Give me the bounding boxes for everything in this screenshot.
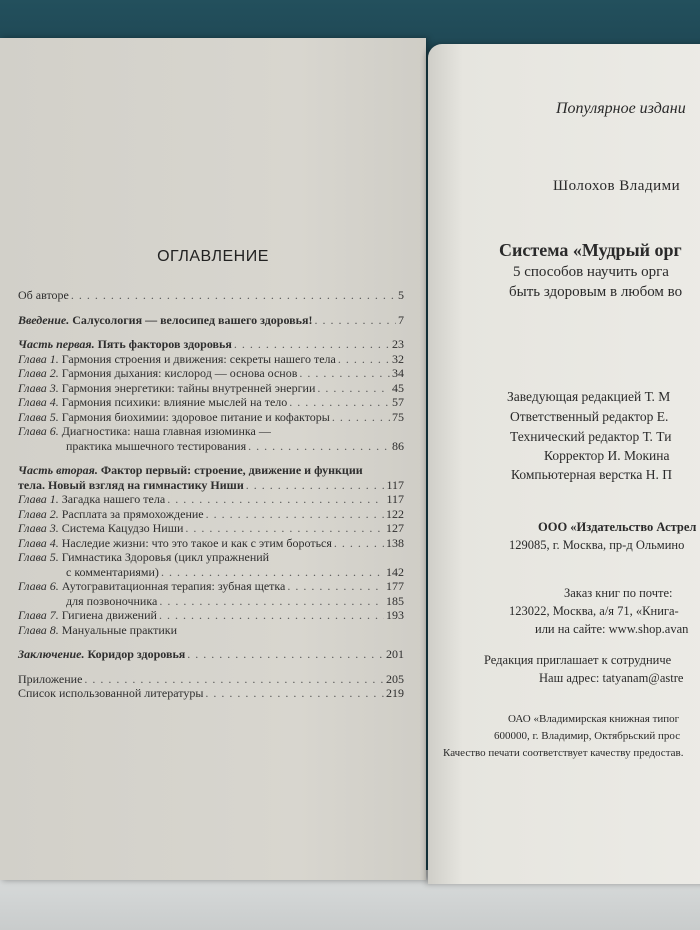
- toc-gap: [18, 327, 404, 337]
- toc-leader-dots: [248, 439, 390, 454]
- toc-page-number: 75: [392, 409, 404, 424]
- toc-entry: [18, 439, 404, 454]
- toc-leader-dots: [206, 507, 384, 522]
- toc-chapter-number: Глава 3.: [18, 521, 59, 535]
- toc-entry-title: Гигиена движений: [61, 608, 157, 622]
- toc-entry: [18, 550, 404, 565]
- book-title: Система «Мудрый орг: [499, 240, 682, 260]
- toc-leader-dots: [161, 565, 384, 580]
- toc-leader-dots: [187, 647, 384, 662]
- toc-part-label: Заключение.: [18, 647, 85, 661]
- toc-leader-dots: [317, 381, 390, 396]
- toc-page-number: 193: [386, 608, 404, 622]
- toc-entry: [18, 492, 404, 507]
- toc-leader-dots: [246, 478, 385, 493]
- toc-chapter-number: Глава 8.: [18, 622, 59, 637]
- credit-line: Заведующая редакцией Т. М: [507, 389, 671, 404]
- toc-gap: [18, 303, 404, 313]
- toc-page-number: 117: [386, 492, 404, 506]
- toc-chapter-number: Глава 4.: [18, 395, 59, 409]
- credit-line: Корректор И. Мокина: [544, 448, 670, 463]
- toc-entry: [18, 478, 404, 493]
- toc-entry: [18, 395, 404, 410]
- order-line: или на сайте: www.shop.avan: [535, 622, 689, 636]
- toc-chapter-number: Глава 2.: [18, 366, 59, 380]
- toc-entry: [18, 536, 404, 551]
- toc-entry-title: Приложение: [18, 671, 83, 686]
- printer-line: ОАО «Владимирская книжная типог: [508, 713, 680, 725]
- toc-page-number: 32: [392, 351, 404, 366]
- printer-line: 600000, г. Владимир, Октябрьский прос: [494, 730, 681, 742]
- toc-page-number: 86: [392, 438, 404, 453]
- publisher-name: ООО «Издательство Астрел: [538, 520, 697, 534]
- toc-page-number: 177: [386, 579, 404, 593]
- toc-page-number: 5: [398, 288, 404, 302]
- toc-leader-dots: [159, 608, 384, 623]
- subtitle-line-1: 5 способов научить орга: [513, 264, 669, 280]
- credit-line: Ответственный редактор Е.: [510, 409, 669, 424]
- toc-entry: [18, 608, 404, 623]
- toc-leader-dots: [84, 672, 384, 687]
- toc-page-number: 117: [386, 477, 404, 492]
- toc-entry: [18, 594, 404, 609]
- author-name: Шолохов Владими: [553, 178, 681, 194]
- toc-chapter-number: Глава 2.: [18, 506, 59, 521]
- toc-entry-title: Пять факторов здоровья: [97, 337, 232, 351]
- toc-entry-title: Гармония строения и движения: секреты нашего тела: [61, 351, 336, 366]
- toc-entry-title: Салусология — велосипед вашего здоровья!: [72, 312, 313, 327]
- toc-page-number: 45: [392, 380, 404, 395]
- toc-entry-title: с комментариями): [66, 564, 159, 579]
- toc-entry: [18, 579, 404, 594]
- toc-entry-title: Загадка нашего тела: [61, 492, 166, 506]
- toc-gap: [18, 637, 404, 647]
- toc-entry-title: Гармония биохимии: здоровое питание и кофакторы: [61, 409, 330, 424]
- subtitle-line-2: быть здоровым в любом во: [509, 284, 683, 300]
- toc-leader-dots: [338, 352, 390, 367]
- toc-part-label: Введение.: [18, 312, 70, 327]
- toc-entry: [18, 424, 404, 439]
- printer-line: Качество печати соответствует качеству предостав.: [443, 747, 684, 759]
- toc-entry: [18, 672, 404, 687]
- series-label: Популярное издани: [556, 100, 686, 117]
- toc-leader-dots: [234, 337, 390, 352]
- table-of-contents: [18, 288, 404, 701]
- toc-entry-title: Об авторе: [18, 288, 69, 302]
- toc-entry-title: практика мышечного тестирования: [66, 438, 247, 453]
- toc-leader-dots: [332, 410, 390, 425]
- toc-leader-dots: [289, 395, 390, 410]
- toc-part-label: Часть первая.: [18, 337, 95, 351]
- toc-page-number: 23: [392, 337, 404, 351]
- toc-leader-dots: [205, 686, 384, 701]
- toc-chapter-number: Глава 5.: [18, 409, 59, 424]
- toc-entry-title: Гимнастика Здоровья (цикл упражнений: [61, 550, 270, 564]
- toc-title: ОГЛАВЛЕНИЕ: [157, 248, 269, 265]
- toc-entry-title: Гармония психики: влияние мыслей на тело: [61, 395, 288, 409]
- toc-leader-dots: [287, 579, 384, 594]
- toc-entry: [18, 507, 404, 522]
- credit-line: Компьютерная верстка Н. П: [511, 467, 672, 482]
- toc-part-label: Часть вторая.: [18, 463, 98, 477]
- toc-entry-title: Коридор здоровья: [87, 647, 186, 661]
- toc-chapter-number: Глава 4.: [18, 535, 59, 550]
- invite-line: Наш адрес: tatyanam@astre: [539, 671, 684, 685]
- toc-leader-dots: [314, 313, 396, 328]
- toc-entry-title: тела. Новый взгляд на гимнастику Ниши: [18, 477, 244, 492]
- toc-page-number: 34: [392, 366, 404, 380]
- toc-leader-dots: [159, 594, 384, 609]
- toc-leader-dots: [167, 492, 384, 507]
- toc-page-number: 185: [386, 593, 404, 608]
- toc-entry-title: Гармония дыхания: кислород — основа основ: [61, 366, 298, 380]
- toc-entry: [18, 686, 404, 701]
- order-line: 123022, Москва, а/я 71, «Книга-: [509, 604, 679, 618]
- toc-entry: [18, 647, 404, 662]
- toc-page-number: 57: [392, 395, 404, 409]
- toc-entry-title: Диагностика: наша главная изюминка —: [61, 424, 271, 438]
- toc-entry: [18, 463, 404, 478]
- toc-entry-title: Расплата за прямохождение: [61, 506, 204, 521]
- toc-entry: [18, 381, 404, 396]
- toc-chapter-number: Глава 7.: [18, 608, 59, 622]
- toc-chapter-number: Глава 1.: [18, 492, 59, 506]
- toc-entry-title: для позвоночника: [66, 593, 158, 608]
- toc-entry: [18, 337, 404, 352]
- toc-entry: [18, 565, 404, 580]
- toc-leader-dots: [185, 521, 384, 536]
- toc-entry: [18, 288, 404, 303]
- invite-line: Редакция приглашает к сотрудниче: [484, 653, 672, 667]
- toc-entry: [18, 366, 404, 381]
- toc-page-number: 219: [386, 686, 404, 700]
- toc-entry-title: Система Кацудзо Ниши: [61, 521, 184, 535]
- toc-page-number: 142: [386, 564, 404, 579]
- toc-leader-dots: [299, 366, 390, 381]
- toc-chapter-number: Глава 5.: [18, 550, 59, 564]
- toc-chapter-number: Глава 1.: [18, 351, 59, 366]
- toc-entry-title: Мануальные практики: [61, 622, 178, 637]
- toc-page-number: 138: [386, 535, 404, 550]
- toc-gap: [18, 662, 404, 672]
- toc-entry: [18, 352, 404, 367]
- publisher-address: 129085, г. Москва, пр-д Ольмино: [509, 538, 685, 552]
- toc-page-number: 205: [386, 671, 404, 686]
- toc-entry-title: Аутогравитационная терапия: зубная щетка: [61, 579, 286, 593]
- toc-page-number: 201: [386, 647, 404, 661]
- toc-entry-title: Фактор первый: строение, движение и функции: [100, 463, 363, 477]
- toc-entry: [18, 410, 404, 425]
- toc-page-number: 122: [386, 506, 404, 521]
- toc-page-number: 7: [398, 312, 404, 327]
- toc-entry: [18, 521, 404, 536]
- toc-chapter-number: Глава 3.: [18, 380, 59, 395]
- toc-entry: [18, 623, 404, 638]
- toc-entry-title: Наследие жизни: что это такое и как с этим бороться: [61, 535, 332, 550]
- toc-page-number: 127: [386, 521, 404, 535]
- toc-entry-title: Гармония энергетики: тайны внутренней энергии: [61, 380, 316, 395]
- credit-line: Технический редактор Т. Ти: [510, 429, 672, 444]
- toc-gap: [18, 453, 404, 463]
- toc-leader-dots: [334, 536, 384, 551]
- toc-entry-title: Список использованной литературы: [18, 686, 204, 700]
- toc-chapter-number: Глава 6.: [18, 579, 59, 593]
- toc-leader-dots: [71, 288, 396, 303]
- order-line: Заказ книг по почте:: [564, 586, 673, 600]
- toc-entry: [18, 313, 404, 328]
- toc-chapter-number: Глава 6.: [18, 424, 59, 438]
